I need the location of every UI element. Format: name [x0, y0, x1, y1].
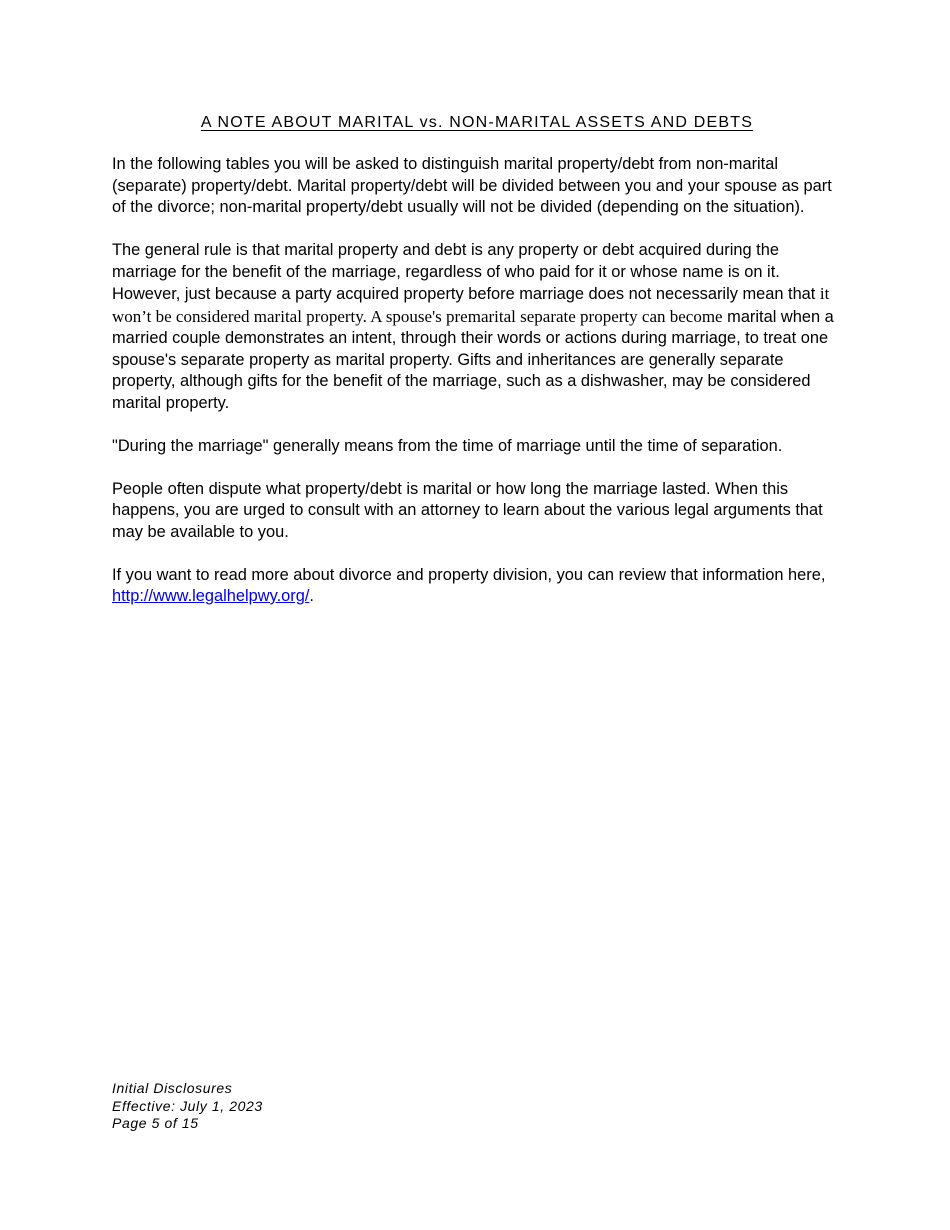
paragraph-general-rule-serif-run: it won’t be considered marital property. A spouse's premarital separate property can become	[112, 284, 830, 326]
paragraph-disputes-text: People often dispute what property/debt is marital or how long the marriage lasted. When this happens, you are urged to consult with an attorney to learn about the various legal arguments that may be available to you.	[112, 479, 823, 541]
footer-form-name: Initial Disclosures	[112, 1080, 233, 1096]
paragraph-during-marriage	[112, 436, 842, 458]
paragraph-general-rule-part1: The general rule is that marital property and debt is any property or debt acquired during the marriage for the benefit of the marriage, regardless of who paid for it or whose name is on it. However, just because a party acquired property before marriage does not necessarily mean that	[112, 241, 820, 303]
footer-page-number: Page 5 of 15	[112, 1115, 199, 1131]
paragraph-intro	[112, 154, 842, 219]
paragraph-read-more-text: If you want to read more about divorce and property division, you can review that information here,	[112, 565, 826, 584]
paragraph-during-marriage-text: "During the marriage" generally means from the time of marriage until the time of separation.	[112, 436, 783, 455]
page-footer	[112, 1080, 263, 1133]
document-body	[112, 112, 842, 629]
paragraph-read-more	[112, 565, 842, 608]
paragraph-intro-text: In the following tables you will be asked to distinguish marital property/debt from non-marital (separate) property/debt. Marital property/debt will be divided between you and your spouse as part of the divorce; non-marital property/debt usually will not be divided (depending on the situation).	[112, 155, 832, 216]
paragraph-disputes	[112, 479, 842, 544]
legalhelpwy-link[interactable]: http://www.legalhelpwy.org/	[112, 587, 310, 605]
paragraph-general-rule-part2: marital when a married couple demonstrates an intent, through their words or actions during marriage, to treat one spouse's separate property as marital property. Gifts and inheritances are generally separate property, although gifts for the benefit of the marriage, such as a dishwasher, may be considered marital property.	[112, 307, 834, 412]
footer-effective-date: Effective: July 1, 2023	[112, 1097, 263, 1114]
paragraph-read-more-period: .	[309, 587, 314, 605]
paragraph-general-rule	[112, 240, 842, 414]
page-title: A NOTE ABOUT MARITAL vs. NON-MARITAL ASSETS AND DEBTS	[200, 114, 754, 131]
